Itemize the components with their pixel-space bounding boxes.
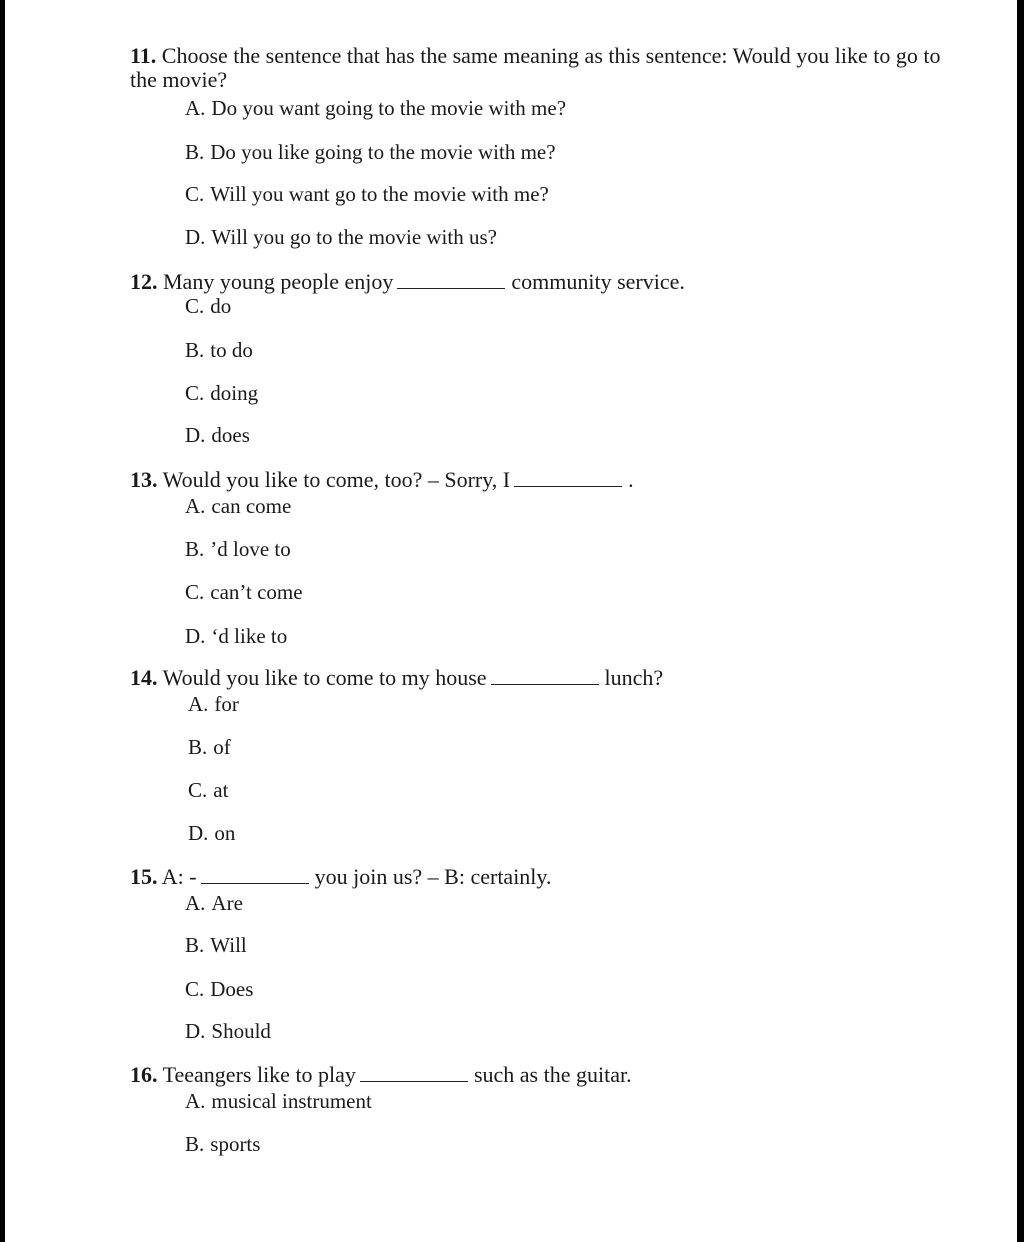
option-letter: C.	[185, 977, 205, 1001]
question-text-after: community service.	[511, 269, 685, 294]
answer-blank	[201, 869, 309, 884]
question-text: Choose the sentence that has the same meaning as this sentence: Would you like to go to the movie?	[130, 43, 941, 92]
option-letter: B.	[185, 933, 205, 957]
option-text: ‘d like to	[211, 624, 288, 648]
option-16-a[interactable]	[185, 1089, 372, 1113]
option-text: Does	[210, 977, 254, 1001]
option-letter: D.	[185, 1019, 206, 1043]
option-text: Do you like going to the movie with me?	[210, 140, 556, 164]
question-16	[130, 1063, 632, 1087]
option-text: does	[211, 423, 250, 447]
option-12-d[interactable]	[185, 423, 250, 447]
option-15-d[interactable]	[185, 1019, 271, 1043]
question-text-before: A: -	[161, 864, 197, 889]
option-14-a[interactable]	[188, 692, 239, 716]
option-letter: B.	[185, 537, 205, 561]
option-letter: B.	[185, 338, 205, 362]
option-letter: C.	[185, 294, 205, 318]
option-13-a[interactable]	[185, 494, 291, 518]
question-text-after: you join us? – B: certainly.	[314, 864, 552, 889]
option-letter: D.	[188, 821, 209, 845]
option-12-a[interactable]	[185, 294, 231, 318]
option-text: to do	[210, 338, 253, 362]
question-text-before: Would you like to come to my house	[162, 665, 487, 690]
option-13-d[interactable]	[185, 624, 287, 648]
answer-blank	[397, 274, 505, 289]
option-13-b[interactable]	[185, 537, 291, 561]
question-number: 12.	[130, 269, 158, 294]
option-11-d[interactable]	[185, 225, 497, 249]
option-letter: B.	[185, 140, 205, 164]
option-text: on	[214, 821, 236, 845]
option-13-c[interactable]	[185, 580, 303, 604]
option-14-c[interactable]	[188, 778, 228, 802]
answer-blank	[360, 1067, 468, 1082]
question-number: 13.	[130, 467, 158, 492]
option-text: Are	[211, 891, 243, 915]
option-text: sports	[210, 1132, 261, 1156]
option-text: Will you want go to the movie with me?	[210, 182, 549, 206]
question-text-after: lunch?	[604, 665, 664, 690]
question-number: 16.	[130, 1062, 158, 1087]
option-letter: A.	[185, 891, 206, 915]
option-letter: D.	[185, 423, 206, 447]
question-text-before: Many young people enjoy	[163, 269, 394, 294]
question-text-after: such as the guitar.	[473, 1062, 632, 1087]
option-letter: C.	[185, 381, 205, 405]
option-text: Do you want going to the movie with me?	[211, 96, 567, 120]
option-12-b[interactable]	[185, 338, 253, 362]
option-letter: A.	[185, 96, 206, 120]
option-text: doing	[210, 381, 259, 405]
option-11-a[interactable]	[185, 96, 566, 120]
question-11	[130, 44, 970, 92]
option-letter: D.	[185, 225, 206, 249]
option-text: of	[213, 735, 231, 759]
option-text: Will you go to the movie with us?	[211, 225, 497, 249]
option-14-d[interactable]	[188, 821, 235, 845]
option-text: ’d love to	[210, 537, 291, 561]
option-letter: B.	[185, 1132, 205, 1156]
option-16-b[interactable]	[185, 1132, 260, 1156]
option-text: do	[210, 294, 232, 318]
option-text: for	[214, 692, 239, 716]
question-12	[130, 270, 685, 294]
question-13	[130, 468, 634, 492]
option-text: Will	[210, 933, 247, 957]
option-text: can come	[211, 494, 292, 518]
worksheet-page	[5, 0, 1017, 1242]
question-text-after: .	[628, 467, 634, 492]
question-number: 11.	[130, 43, 157, 68]
question-14	[130, 666, 663, 690]
option-letter: D.	[185, 624, 206, 648]
option-12-c[interactable]	[185, 381, 258, 405]
option-letter: B.	[188, 735, 208, 759]
question-text-before: Would you like to come, too? – Sorry, I	[162, 467, 511, 492]
option-14-b[interactable]	[188, 735, 231, 759]
option-text: musical instrument	[211, 1089, 372, 1113]
option-15-c[interactable]	[185, 977, 253, 1001]
option-15-a[interactable]	[185, 891, 243, 915]
answer-blank	[514, 472, 622, 487]
question-number: 14.	[130, 665, 158, 690]
option-letter: A.	[185, 1089, 206, 1113]
question-15	[130, 865, 552, 889]
option-11-c[interactable]	[185, 182, 549, 206]
option-text: at	[213, 778, 229, 802]
question-number: 15.	[130, 864, 158, 889]
option-letter: A.	[188, 692, 209, 716]
option-letter: C.	[185, 182, 205, 206]
option-letter: C.	[188, 778, 208, 802]
option-text: Should	[211, 1019, 271, 1043]
option-letter: A.	[185, 494, 206, 518]
option-letter: C.	[185, 580, 205, 604]
option-15-b[interactable]	[185, 933, 247, 957]
option-text: can’t come	[210, 580, 303, 604]
answer-blank	[491, 670, 599, 685]
question-text-before: Teeangers like to play	[162, 1062, 356, 1087]
option-11-b[interactable]	[185, 140, 556, 164]
